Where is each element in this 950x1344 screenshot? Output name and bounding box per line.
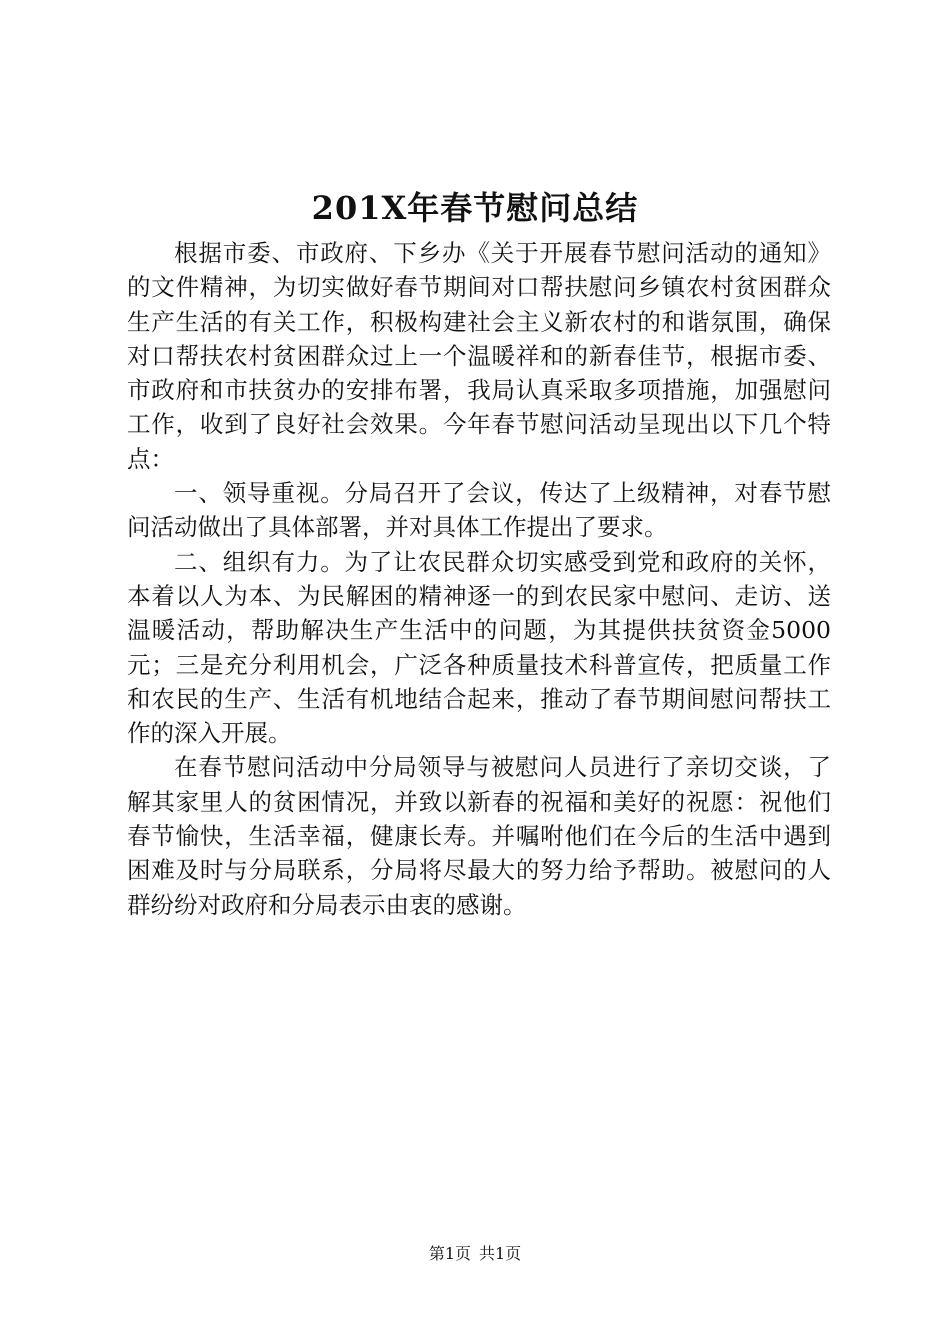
paragraph-leadership: 一、领导重视。分局召开了会议，传达了上级精神，对春节慰问活动做出了具体部署，并对具体工作提出了要求。	[127, 479, 831, 542]
page-number-current: 第1页	[428, 1244, 471, 1263]
page-number-total: 共1页	[479, 1244, 522, 1263]
paragraph-intro: 根据市委、市政府、下乡办《关于开展春节慰问活动的通知》的文件精神，为切实做好春节期间对口帮扶慰问乡镇农村贫困群众生产生活的有关工作，积极构建社会主义新农村的和谐氛围，确保对口帮扶农村贫困群众过上一个温暖祥和的新春佳节，根据市委、市政府和市扶贫办的安排布署，我局认真采取多项措施，加强慰问工作，收到了良好社会效果。今年春节慰问活动呈现出以下几个特点：	[127, 239, 831, 473]
page-footer	[0, 1243, 950, 1265]
document-body	[127, 236, 831, 922]
document-title: 201X年春节慰问总结	[311, 189, 639, 227]
paragraph-organization: 二、组织有力。为了让农民群众切实感受到党和政府的关怀，本着以人为本、为民解困的精神逐一的到农民家中慰问、走访、送温暖活动，帮助解决生产生活中的问题，为其提供扶贫资金5000元；三是充分利用机会，广泛各种质量技术科普宣传，把质量工作和农民的生产、生活有机地结合起来，推动了春节期间慰问帮扶工作的深入开展。	[127, 547, 831, 748]
paragraph-conclusion: 在春节慰问活动中分局领导与被慰问人员进行了亲切交谈，了解其家里人的贫困情况，并致以新春的祝福和美好的祝愿：祝他们春节愉快，生活幸福，健康长寿。并嘱咐他们在今后的生活中遇到困难及时与分局联系，分局将尽最大的努力给予帮助。被慰问的人群纷纷对政府和分局表示由衷的感谢。	[127, 753, 831, 919]
